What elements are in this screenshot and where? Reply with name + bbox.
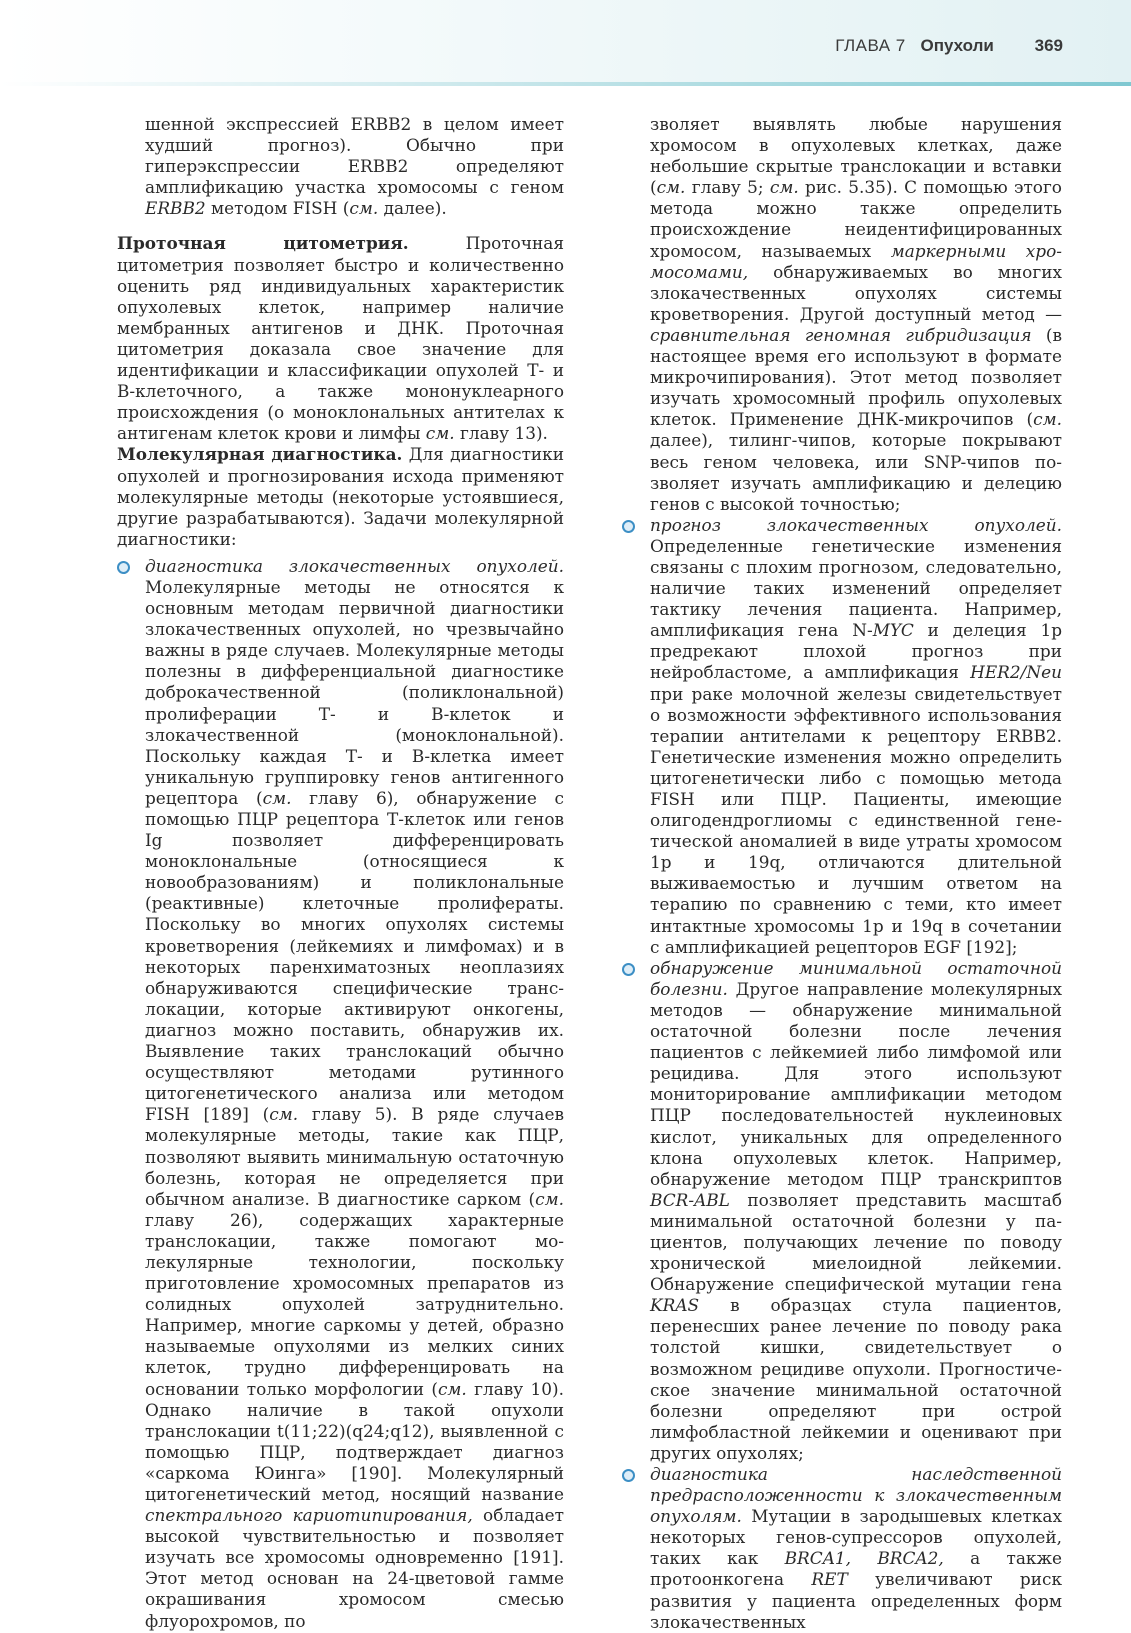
cross-reference: см. xyxy=(269,1104,299,1125)
text: Молекулярные методы не относятся к основным методам первичной диагностики злокачественных опухолей, но чрезвычайно важны в ряде случаев. Молекулярные методы полезны в дифференциальной диагностике доброкачественной (поликлональной) пролиферации Т- и В-клеток и злокачественной (моноклональной). Поскольку каждая Т- и В-клетка имеет уникальную группировку генов антигенного рецептора ( xyxy=(145,576,564,808)
text: Проточная цитометрия позволяет быстро и количественно оценить ряд индивидуальных характеристик опухолевых клеток, например наличие мембранных антигенов и ДНК. Проточная цитометрия доказала свое значение для идентификации и классификации опухолей Т- и В-клеточного, а также мононуклеарного происхождения (о моноклональных антителах к антигенам клеток крови и лимфы xyxy=(117,233,565,444)
text: главу 10). Однако наличие в такой опухоли транслокации t(11;22)(q24;q12), выявленной с помощью ПЦР, подтверждает диагноз «саркома Юинга» [190]. Молекулярный цитогенетический метод, носящий название xyxy=(145,1378,564,1504)
run-in-heading: Молекулярная диагностика. xyxy=(117,444,403,465)
gene-name: HER2/Neu xyxy=(970,662,1062,683)
term: маркерными хромосомами, xyxy=(650,240,1062,282)
text: методом FISH ( xyxy=(205,198,350,219)
left-column xyxy=(117,114,564,1632)
item-title: диагностика наследственной предрасположенности к злокачественным опухолям. xyxy=(650,1464,1062,1527)
chapter-label: ГЛАВА 7 xyxy=(835,36,906,55)
cross-reference: см. xyxy=(1033,409,1062,430)
gene-name: ERBB2 xyxy=(145,198,206,219)
gene-name: BRCA1, BRCA2, xyxy=(784,1548,944,1569)
list-item xyxy=(622,958,1062,1464)
bullet-icon xyxy=(117,561,130,574)
cross-reference: см. xyxy=(769,177,799,198)
text: главу 26), содержащих характерные транслокации, также помогают молекулярные технологии, поскольку приготовление хромосомных препаратов из солидных опухолей затруднительно. Например, многие саркомы у детей, образно называемые опухолями из мелких синих клеток, трудно дифференцировать на основании только морфологии ( xyxy=(145,1209,564,1399)
text: Для диагностики опухолей и прогнозирования исхода применяют молекулярные методы (некоторые устоявшиеся, другие разрабатываются). Задачи молекулярной диагностики: xyxy=(117,444,564,549)
list-item-continuation xyxy=(622,114,1062,515)
text: главу 13). xyxy=(454,423,548,444)
list-item xyxy=(622,515,1062,958)
item-title: диагностика злокачественных опухолей. xyxy=(145,555,564,576)
molecular-diagnostics-paragraph xyxy=(117,444,564,549)
gene-name: KRAS xyxy=(650,1295,700,1316)
list-item xyxy=(117,556,564,1632)
text: далее), тилинг-чипов, которые покрывают весь геном человека, или SNP-чипов позволяет изучать амплификацию и делецию генов с высокой точностью; xyxy=(650,430,1062,514)
running-head xyxy=(835,36,1063,56)
text: далее). xyxy=(378,198,447,219)
run-in-heading: Проточная цитометрия. xyxy=(117,233,409,254)
cross-reference: см. xyxy=(425,423,455,444)
cross-reference: см. xyxy=(656,177,686,198)
bullet-icon xyxy=(622,520,635,533)
header-rule xyxy=(0,82,1131,86)
gene-name: BCR-ABL xyxy=(650,1189,730,1210)
continued-paragraph xyxy=(117,114,564,219)
gene-name: MYC xyxy=(872,620,914,641)
cross-reference: см. xyxy=(437,1378,467,1399)
text: и делеция 1p предрекают плохой прогноз при нейробластоме, а амплификация xyxy=(650,620,1063,683)
text: Мутации в зародышевых клетках некоторых генов-супрессоров опухолей, таких как xyxy=(650,1506,1062,1569)
text: Определенные генетические изменения связаны с плохим прогнозом, следовательно, наличие таких изменений определяет тактику лечения пациента. Например, амплификация гена N- xyxy=(650,535,1062,641)
text: обладает высокой чувствительностью и позволяет изучать все хромосомы одновременно [191]. Этот метод основан на 24-цветовой гамме окрашивания хромосом смесью флуорохромов, по xyxy=(145,1505,564,1631)
text: позволяет представить масштаб минимальной остаточной болезни у пациентов, получающих лечение по поводу хронической миелоидной лейкемии. Обнаружение специфической мутации гена xyxy=(650,1189,1062,1295)
page-header xyxy=(0,0,1131,84)
term: спектрального кариотипирования, xyxy=(145,1505,473,1526)
page-number: 369 xyxy=(1034,36,1063,55)
bullet-icon xyxy=(622,963,635,976)
text: Другое направление молекулярных методов — обнаружение минимальной остаточной болезни после лечения пациентов с лейкемией либо лимфомой или рецидива. Для этого используют мониторирование амплификации методом ПЦР последовательностей нуклеиновых кислот, уникальных для определенного клона опухолевых клеток. Например, обнаружение методом ПЦР транскриптов xyxy=(650,978,1062,1189)
item-title: обнаружение минимальной остаточной болезни. xyxy=(650,957,1062,999)
cross-reference: см. xyxy=(262,787,292,808)
text: шенной экспрессией ERBB2 в целом имеет худший прогноз). Обычно при гиперэкспрессии ERBB2 определяют амплификацию участка хромосомы с геном xyxy=(145,114,564,198)
flow-cytometry-paragraph xyxy=(117,233,564,444)
text: обнаруживаемых во многих злокачественных опухолях системы кроветворения. Другой доступный метод — xyxy=(650,261,1062,324)
text: при раке молочной железы свидетельствует о возможности эффективного использования терапии антителами к рецептору ERBB2. Генетические изменения можно определить цитогенетически либо с помощью метода FISH или ПЦР. Пациенты, имеющие олигодендроглиомы с единственной генетической аномалией в виде утраты хромосом 1p и 19q, отличаются длительной выживаемостью и лучшим ответом на терапию по сравнению с теми, кто имеет интактные хромосомы 1p и 19q в сочетании с амплификацией рецепторов EGF [192]; xyxy=(650,683,1062,957)
cross-reference: см. xyxy=(349,198,379,219)
list-item xyxy=(622,1464,1062,1633)
right-column xyxy=(622,114,1062,1633)
cross-reference: см. xyxy=(535,1188,564,1209)
text: зволяет выявлять любые нарушения хромосом в опухолевых клетках, даже небольшие скрытые транслокации и вставки ( xyxy=(650,114,1062,198)
section-label: Опухоли xyxy=(920,36,994,55)
text: главу 6), обнаружение с помощью ПЦР рецептора Т-клеток или генов Ig позволяет дифференцировать моноклональные (относящиеся к новообразованиям) и поликлональные (реактивные) клеточные пролифераты. Поскольку во многих опухолях системы кроветворения (лейкемиях и лимфомах) и в некоторых паренхиматозных неоплазиях обнаруживаются специфические транслокации, которые активируют онкогены, диагноз можно поставить, обнаружив их. Выявление таких транслокаций обычно осуществляют методами рутинного цитогенетического анализа или методом FISH [189] ( xyxy=(145,787,565,1125)
text: в образцах стула пациентов, перенесших ранее лечение по поводу рака толстой кишки, свидетельствует о возможном рецидиве опухоли. Прогностическое значение минимальной остаточной болезни определяют при острой лимфобластной лейкемии и оценивают при других опухолях; xyxy=(650,1295,1062,1463)
item-title: прогноз злокачественных опухолей. xyxy=(650,514,1062,535)
text: увеличивают риск развития у пациента определенных форм злокачественных xyxy=(650,1569,1062,1632)
text: главу 5). В ряде случаев молекулярные методы, такие как ПЦР, позволяют выявить минимальную остаточную болезнь, которая не определяется при обычном анализе. В диагностике сарком ( xyxy=(145,1104,564,1209)
text: рис. 5.35). С помощью этого метода можно также определить происхождение неидентифицированных хромосом, называемых xyxy=(650,177,1062,261)
text: а также протоонкогена xyxy=(650,1548,1062,1590)
text: главу 5; xyxy=(685,177,770,198)
bullet-icon xyxy=(622,1469,635,1482)
term: сравнительная геномная гибридизация xyxy=(650,324,1032,345)
text: (в настоящее время его используют в формате микрочипирования). Этот метод позволяет изучать хромосомный профиль опухолевых клеток. Применение ДНК-микрочипов ( xyxy=(650,324,1062,430)
gene-name: RET xyxy=(811,1569,848,1590)
